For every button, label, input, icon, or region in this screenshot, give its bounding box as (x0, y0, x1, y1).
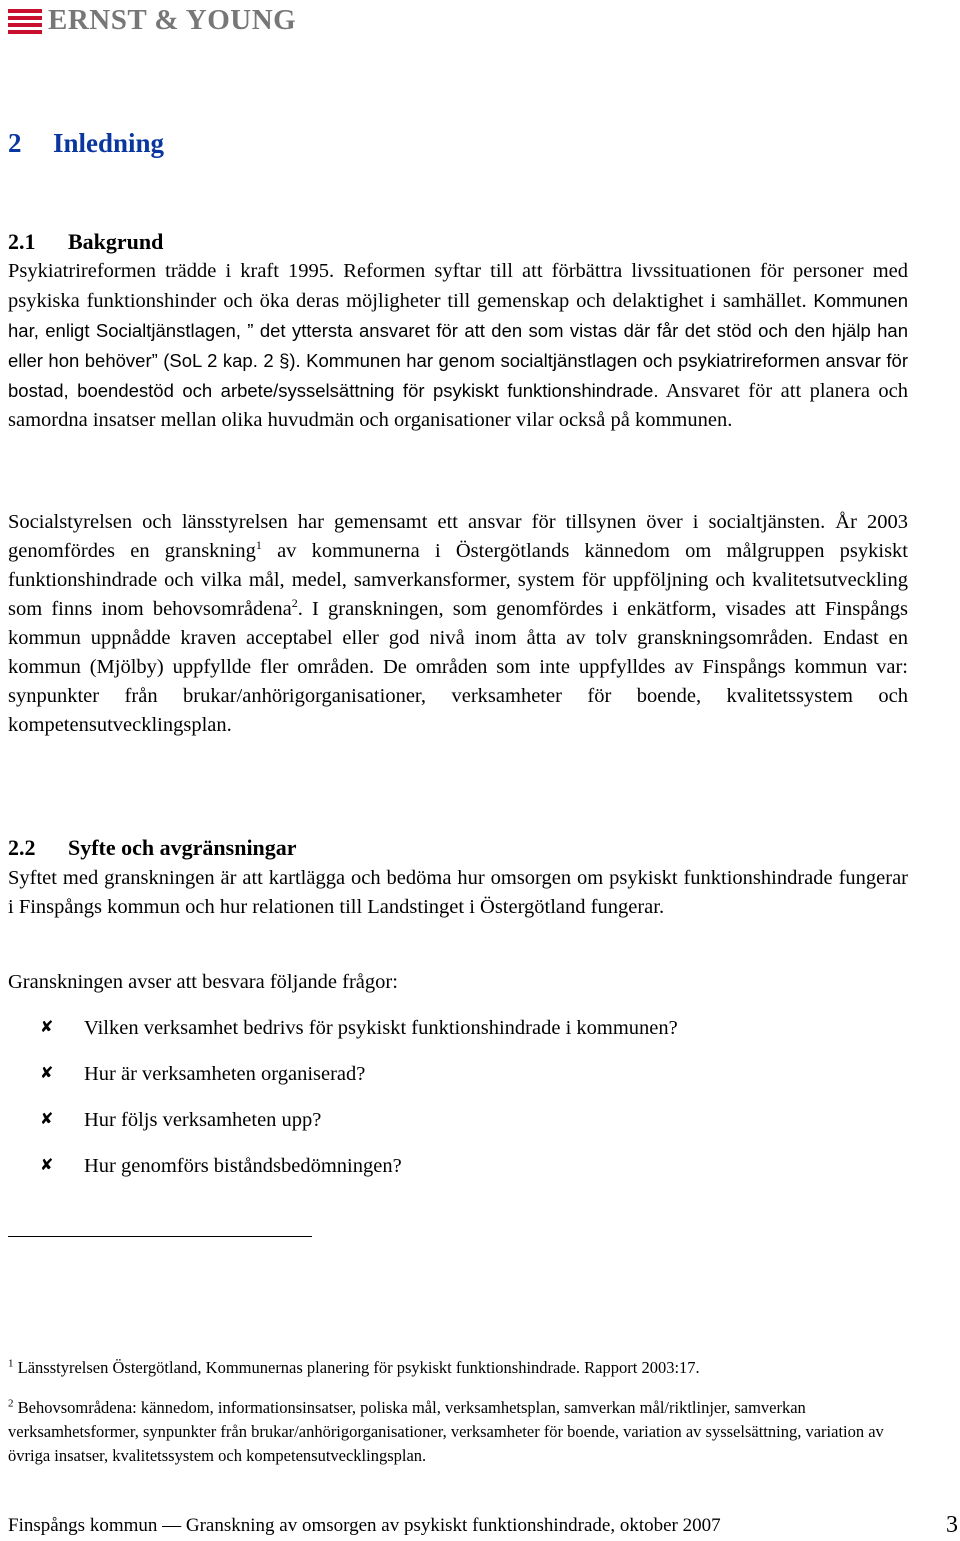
footnote-text: Behovsområdena: kännedom, informationsinsatser, poliska mål, verksamhetsplan, samverkan mål/riktlinjer, samverkan verksamhetsformer, synpunkter från brukar/anhörigorganisationer, verksamheter för boende, variation av sysselsättning, variation av övriga insatser, kvalitetssystem och kompetensutvecklingsplan. (8, 1398, 884, 1465)
ernst-young-logo (8, 2, 296, 38)
list-item-text: Vilken verksamhet bedrivs för psykiskt funktionshindrade i kommunen? (84, 1017, 678, 1039)
footnote-text: Länsstyrelsen Östergötland, Kommunernas planering för psykiskt funktionshindrade. Rapport 2003:17. (13, 1358, 700, 1377)
footnote-number: 1 (8, 1357, 14, 1370)
section-title: Syfte och avgränsningar (68, 835, 297, 860)
paragraph-syfte-1: Syftet med granskningen är att kartlägga och bedöma hur omsorgen om psykiskt funktionshindrade fungerar i Finspångs kommun och hur relationen till Landstinget i Östergötland fungerar. (8, 867, 908, 918)
footnote-ref-1[interactable]: 1 (255, 538, 262, 553)
footnote-divider (8, 1236, 312, 1237)
paragraph-bakgrund-1 (8, 257, 908, 435)
question-list (40, 1012, 900, 1196)
section-heading-syfte (8, 835, 297, 861)
section-title: Bakgrund (68, 229, 164, 254)
logo-mark-icon (8, 5, 42, 35)
text-run-sans: Kommunen har, enligt Socialtjänstlagen, ” det yttersta ansvaret för att den som vistas där får det stöd och den hjälp han eller hon behöver” (SoL 2 kap. 2 §). Kommunen har genom socialtjänstlagen och psykiatrireformen ansvar för bostad, boendestöd och arbete/sysselsättning för psykiskt funktionshindrade. (8, 290, 908, 401)
list-item (40, 1012, 900, 1058)
list-item-text: Hur följs verksamheten upp? (84, 1109, 322, 1131)
text-run: Ansvaret för att planera och samordna insatser mellan olika huvudmän och organisationer vilar också på kommunen. (8, 380, 908, 431)
cross-bullet-icon: ✘ (40, 1065, 54, 1082)
footnote-1 (8, 1356, 908, 1380)
page-number: 3 (946, 1512, 958, 1538)
list-item (40, 1150, 900, 1196)
footnote-ref-2[interactable]: 2 (291, 596, 298, 611)
cross-bullet-icon: ✘ (40, 1019, 54, 1036)
text-run: Psykiatrireformen trädde i kraft 1995. Reformen syftar till att förbättra livssituationen för personer med psykiska funktionshinder och öka deras möjligheter till gemenskap och delaktighet i samhället. (8, 260, 908, 312)
cross-bullet-icon: ✘ (40, 1111, 54, 1128)
text-run: . I granskningen, som genomfördes i enkätform, visades att Finspångs kommun uppnådde kraven acceptabel eller god nivå inom åtta av tolv granskningsområden. Endast en kommun (Mjölby) uppfyllde fler områden. De områden som inte uppfylldes av Finspångs kommun var: synpunkter från brukar/anhörigorganisationer, verksamheter för boende, kvalitetssystem och kompetensutvecklingsplan. (8, 598, 908, 736)
list-item-text: Hur genomförs biståndsbedömningen? (84, 1155, 402, 1177)
footnote-2 (8, 1396, 908, 1468)
list-item (40, 1104, 900, 1150)
list-item (40, 1058, 900, 1104)
chapter-heading (8, 128, 164, 159)
logo-text: ERNST & YOUNG (48, 4, 297, 36)
footnote-number: 2 (8, 1397, 14, 1410)
chapter-number: 2 (8, 128, 22, 158)
section-number: 2.2 (8, 835, 36, 860)
text-run: Socialstyrelsen och länsstyrelsen har gemensamt ett ansvar för tillsynen över i socialtjänsten. År 2003 genomfördes en granskning (8, 511, 908, 562)
page-footer: Finspångs kommun — Granskning av omsorgen av psykiskt funktionshindrade, oktober 2007 (8, 1515, 721, 1536)
cross-bullet-icon: ✘ (40, 1157, 54, 1174)
list-item-text: Hur är verksamheten organiserad? (84, 1063, 366, 1085)
chapter-title: Inledning (53, 128, 165, 158)
section-heading-bakgrund (8, 229, 163, 255)
paragraph-syfte-2: Granskningen avser att besvara följande frågor: (8, 971, 398, 993)
text-run: av kommunerna i Östergötlands kännedom om målgruppen psykiskt funktionshindrade och vilka mål, medel, samverkansformer, system för uppföljning och kvalitetsutveckling som finns inom behovsområdena (8, 540, 908, 620)
section-number: 2.1 (8, 229, 36, 254)
paragraph-bakgrund-2 (8, 508, 908, 740)
